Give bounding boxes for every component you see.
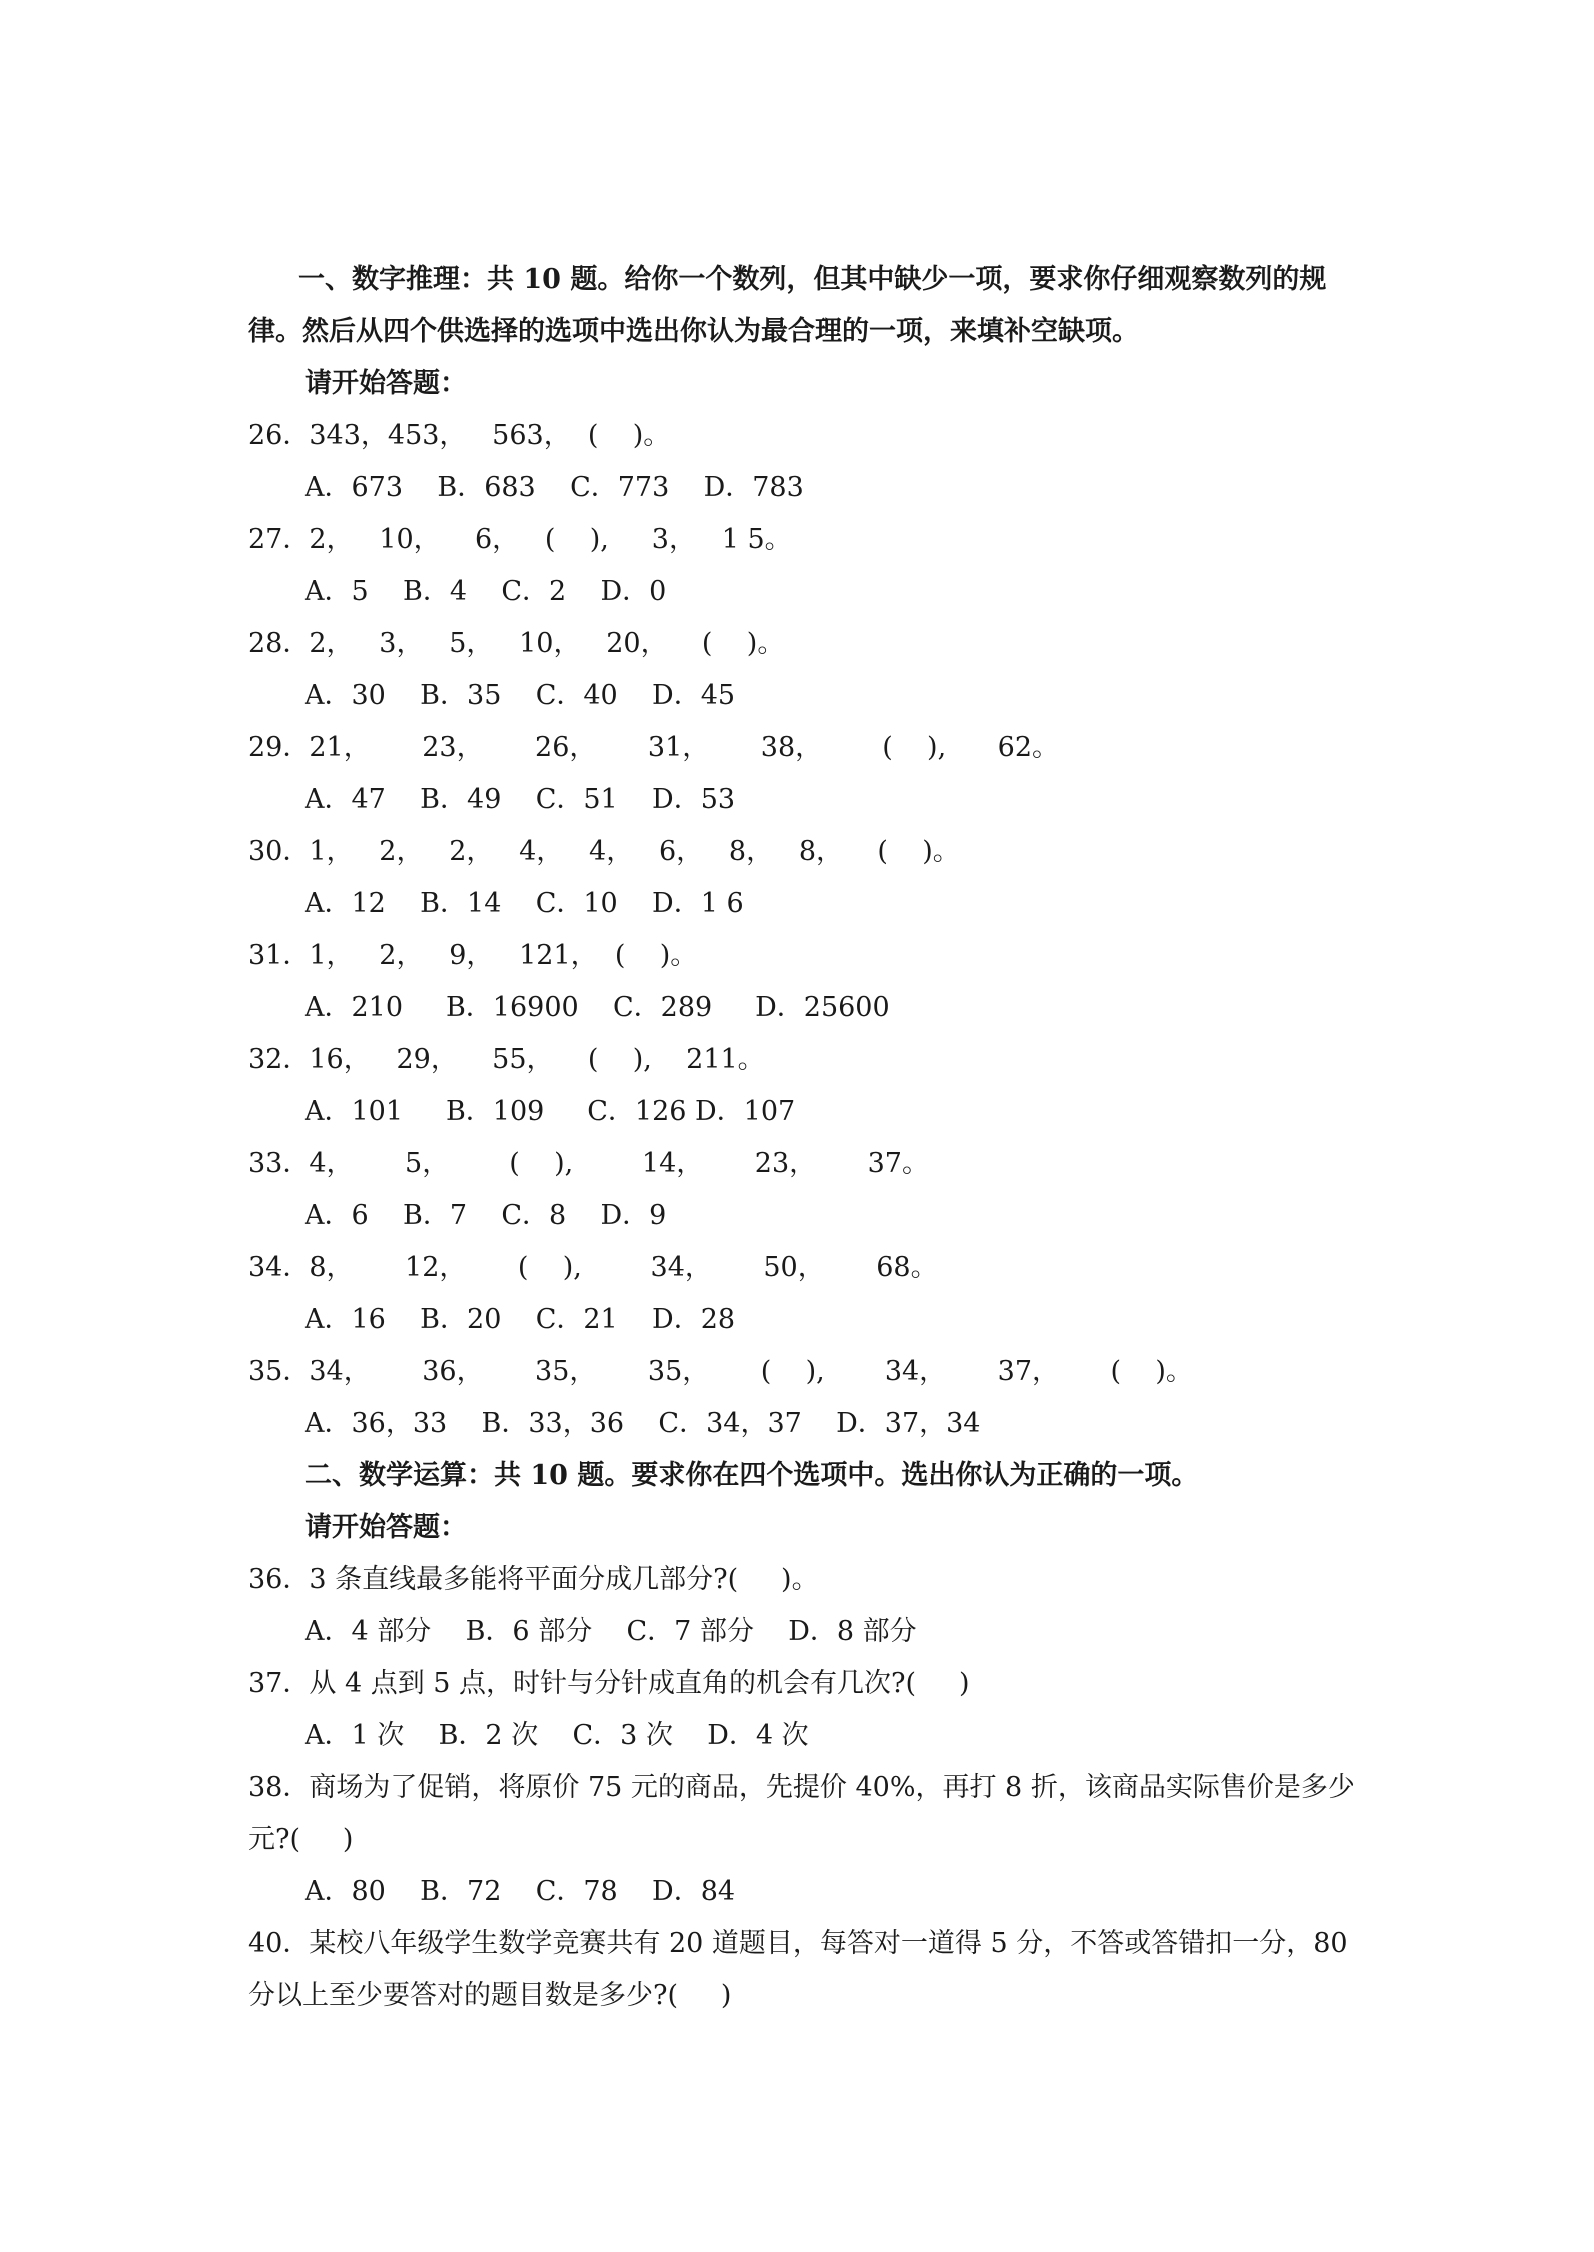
- question-stem: 32．16， 29， 55， ( ), 211。: [248, 1044, 765, 1075]
- question-stem: 35．34， 36， 35， 35， ( ), 34， 37， ( )。: [248, 1356, 1193, 1387]
- question-stem: 30．1， 2， 2， 4， 4， 6， 8， 8， ( )。: [248, 836, 960, 867]
- question-options: A．16 B．20 C．21 D．28: [305, 1304, 736, 1335]
- question-stem: 34．8， 12， ( ), 34， 50， 68。: [248, 1252, 938, 1283]
- section1-intro-line1: 一、数字推理：共 10 题。给你一个数列，但其中缺少一项，要求你仔细观察数列的规: [298, 264, 1327, 295]
- question-stem: 38．商场为了促销，将原价 75 元的商品，先提价 40%，再打 8 折，该商品实际售价是多少: [248, 1772, 1355, 1803]
- question-options: A．673 B．683 C．773 D．783: [305, 472, 804, 503]
- section1-start: 请开始答题：: [305, 368, 467, 399]
- section2-start: 请开始答题：: [305, 1512, 467, 1543]
- question-stem-continued: 元?( ): [248, 1824, 354, 1855]
- question-stem-continued: 分以上至少要答对的题目数是多少?( ): [248, 1980, 732, 2011]
- question-options: A．80 B．72 C．78 D．84: [305, 1876, 736, 1907]
- question-options: A．6 B．7 C．8 D．9: [305, 1200, 667, 1231]
- section1-intro-line2: 律。然后从四个供选择的选项中选出你认为最合理的一项，来填补空缺项。: [248, 316, 1139, 347]
- question-stem: 26．343，453， 563， ( )。: [248, 420, 671, 451]
- question-options: A．36，33 B．33，36 C．34，37 D．37，34: [305, 1408, 981, 1439]
- question-options: A．5 B．4 C．2 D．0: [305, 576, 667, 607]
- question-stem: 33．4， 5， ( ), 14， 23， 37。: [248, 1148, 929, 1179]
- question-stem: 27．2， 10， 6， ( ), 3， 1 5。: [248, 524, 792, 555]
- question-options: A．4 部分 B．6 部分 C．7 部分 D．8 部分: [305, 1616, 917, 1647]
- question-stem: 29．21， 23， 26， 31， 38， ( ), 62。: [248, 732, 1060, 763]
- question-options: A．1 次 B．2 次 C．3 次 D．4 次: [305, 1720, 809, 1751]
- question-options: A．210 B．16900 C．289 D．25600: [305, 992, 890, 1023]
- question-stem: 40．某校八年级学生数学竞赛共有 20 道题目，每答对一道得 5 分，不答或答错扣一分，80: [248, 1928, 1348, 1959]
- question-options: A．101 B．109 C．126 D．107: [305, 1096, 796, 1127]
- section2-intro: 二、数学运算：共 10 题。要求你在四个选项中。选出你认为正确的一项。: [305, 1460, 1199, 1491]
- question-options: A．47 B．49 C．51 D．53: [305, 784, 736, 815]
- question-stem: 36．3 条直线最多能将平面分成几部分?( )。: [248, 1564, 819, 1595]
- question-options: A．30 B．35 C．40 D．45: [305, 680, 736, 711]
- question-options: A．12 B．14 C．10 D．1 6: [305, 888, 744, 919]
- question-stem: 28．2， 3， 5， 10， 20， ( )。: [248, 628, 785, 659]
- question-stem: 31．1， 2， 9， 121， ( )。: [248, 940, 698, 971]
- question-stem: 37．从 4 点到 5 点，时针与分针成直角的机会有几次?( ): [248, 1668, 970, 1699]
